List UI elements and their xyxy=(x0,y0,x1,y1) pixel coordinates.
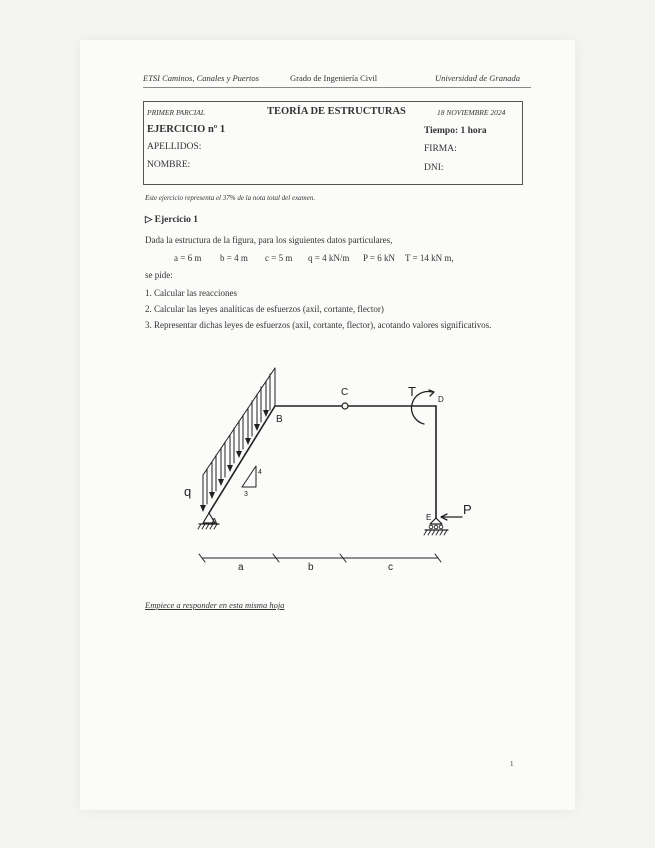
weight-note: Este ejercicio representa el 37% de la nota total del examen. xyxy=(145,194,316,202)
question-3: 3. Representar dichas leyes de esfuerzos (axil, cortante, flector), acotando valores significativos. xyxy=(145,320,492,330)
member-ab xyxy=(209,406,275,513)
signature-field-label: FIRMA: xyxy=(424,144,457,154)
data-a: a = 6 m xyxy=(174,253,202,263)
se-pide: se pide: xyxy=(145,270,173,280)
exercise-heading: ▷ Ejercicio 1 xyxy=(145,215,199,225)
data-p: P = 6 kN xyxy=(363,253,395,263)
label-d: D xyxy=(438,395,444,404)
slope-triangle xyxy=(242,466,256,487)
label-e: E xyxy=(426,513,432,522)
hinge-c xyxy=(342,403,348,409)
header-school: ETSI Caminos, Canales y Puertos xyxy=(143,73,259,83)
label-b: B xyxy=(276,414,283,425)
question-2: 2. Calcular las leyes analíticas de esfuerzos (axil, cortante, flector) xyxy=(145,304,384,314)
question-1: 1. Calcular las reacciones xyxy=(145,288,237,298)
label-dim-c: c xyxy=(388,562,393,573)
header-university: Universidad de Granada xyxy=(435,73,520,83)
label-q: q xyxy=(184,484,192,499)
header-degree: Grado de Ingeniería Civil xyxy=(290,73,378,83)
label-c: C xyxy=(341,387,349,398)
label-slope-run: 3 xyxy=(244,491,248,498)
label-dim-a: a xyxy=(238,562,244,573)
label-a: A xyxy=(211,517,218,528)
distributed-load-q xyxy=(203,368,275,510)
exam-time: Tiempo: 1 hora xyxy=(424,126,487,136)
label-dim-b: b xyxy=(308,562,314,573)
dni-field-label: DNI: xyxy=(424,163,444,173)
exam-tag: PRIMER PARCIAL xyxy=(147,108,205,117)
data-q: q = 4 kN/m xyxy=(308,253,350,263)
support-e xyxy=(430,518,442,524)
name-field-label: NOMBRE: xyxy=(147,160,191,170)
label-slope-rise: 4 xyxy=(258,469,262,476)
label-t: T xyxy=(408,384,416,399)
page-number: 1 xyxy=(510,760,514,768)
intro-text: Dada la estructura de la figura, para los siguientes datos particulares, xyxy=(145,235,393,245)
footer-instruction: Empiece a responder en esta misma hoja xyxy=(145,600,285,610)
exercise-number: EJERCICIO nº 1 xyxy=(147,124,226,135)
surname-field-label: APELLIDOS: xyxy=(147,142,202,152)
label-p: P xyxy=(463,502,472,517)
data-t: T = 14 kN m, xyxy=(405,253,454,263)
data-b: b = 4 m xyxy=(220,253,248,263)
exam-date: 18 NOVIEMBRE 2024 xyxy=(437,108,506,117)
data-c: c = 5 m xyxy=(265,253,293,263)
exam-title: TEORÍA DE ESTRUCTURAS xyxy=(267,106,406,117)
